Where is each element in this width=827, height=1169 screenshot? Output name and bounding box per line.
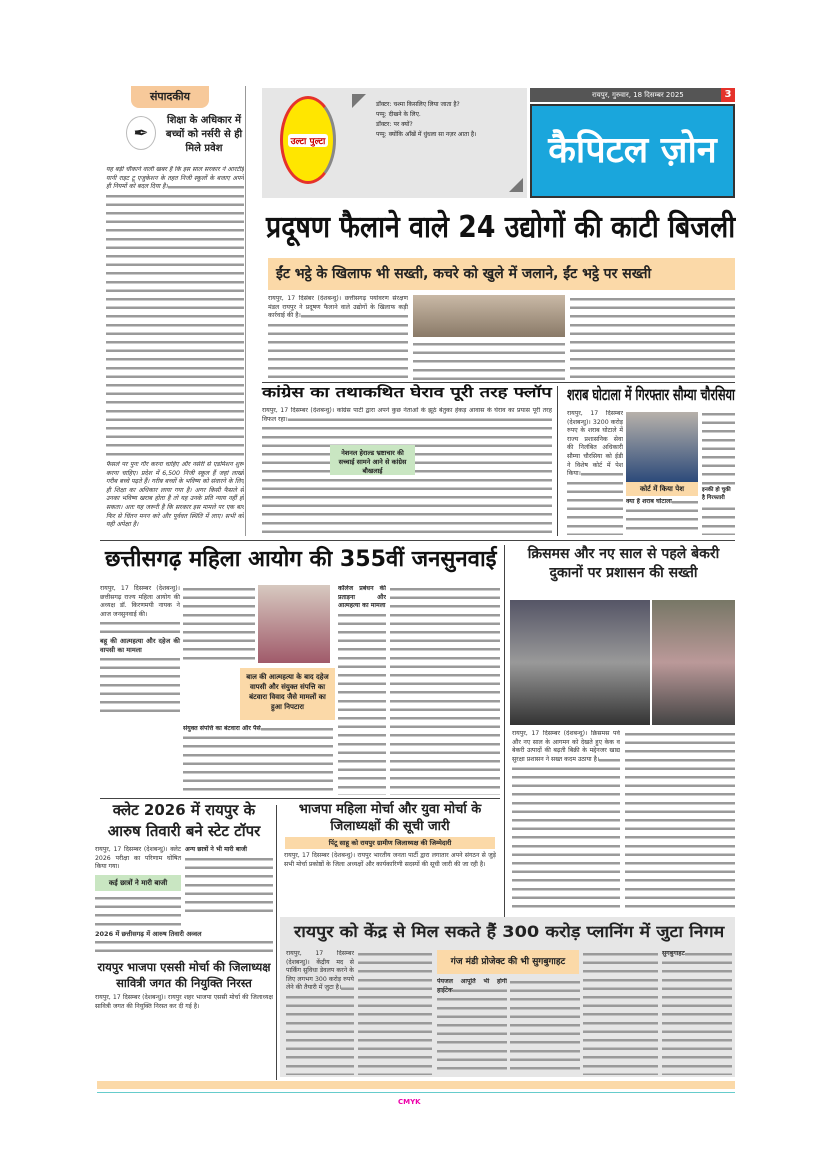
corner-triangle-top <box>352 94 366 108</box>
cmyk-mark: CMYK <box>398 1098 421 1106</box>
ulta-pulta-logo: उल्टा पुल्टा <box>280 96 336 184</box>
court-caption: कोर्ट में किया पेश <box>626 482 698 496</box>
bakery-photo-2 <box>652 600 735 725</box>
section-banner <box>530 104 735 198</box>
congress-lead: रायपुर, 17 दिसम्बर (देशबन्धु)। कांग्रेस पार्टी द्वारा अपने कुछ नेताओं के झूठे बेतुका हेकड़ आवास के घेराव का प्रयास पूरी तरह विफल रहा। <box>262 407 552 423</box>
bjp-morcha-article <box>280 801 500 869</box>
headline-sc-morcha: रायपुर भाजपा एससी मोर्चा की जिलाध्यक्ष सावित्री जगत की नियुक्ति निरस्त <box>97 960 271 991</box>
power-line-photo <box>413 295 565 337</box>
headline-bakery: क्रिसमस और नए साल से पहले बेकरी दुकानों पर प्रशासन की सख्ती <box>527 546 720 581</box>
headline-women-commission: छत्तीसगढ़ महिला आयोग की 355वीं जनसुनवाई <box>105 547 497 572</box>
pollution-lead: रायपुर, 17 दिसंबर (देशबन्धु)। छत्तीसगढ़ पर्यावरण संरक्षण मंडल रायपुर ने प्रदूषण फैलाने वाले उद्योगों के खिलाफ कड़ी कार्रवाई की है। <box>268 295 408 320</box>
editorial-tab: संपादकीय <box>131 86 209 108</box>
headline-liquor-scam: शराब घोटाला में गिरफ्तार सौम्या चौरसिया <box>567 385 735 404</box>
bjp-lead: रायपुर, 17 दिसम्बर (देशबन्धु)। रायपुर भारतीय जनता पार्टी द्वारा लगातार अपने संगठन से जुड़े सभी मोर्चा प्रकोष्ठों के जिला अध्यक्षों और कार्यकारिणी सदस्यों की सूची जारी की जा रही है। <box>284 852 496 868</box>
commission-callout: बाल की आत्महत्या के बाद दहेज वापसी और संयुक्त संपत्ति का बंटवारा विवाद जैसे मामलों का हुआ निपटारा <box>240 668 335 720</box>
editorial-lead: यह बड़ी चौंकाने वाली खबर है कि इस साल सरकार ने आरटीई यानी राइट टू एजुकेशन के तहत निजी स्कूलों के बजाए अपने ही नियमों को बदल दिया है। <box>106 166 244 191</box>
sc-morcha-lead: रायपुर, 17 दिसम्बर (देशबन्धु)। रायपुर शहर भाजपा एससी मोर्चा की जिलाध्यक्ष सावित्री जगत की नियुक्ति निरस्त कर दी गई है। <box>95 994 273 1010</box>
clat-lead: रायपुर, 17 दिसम्बर (देशबन्धु)। क्लेट 2026 परीक्षा का परिणाम घोषित किया गया। <box>95 846 181 871</box>
bjp-subhead-band: पिंटू साहू को रायपुर ग्रामीण जिलाध्यक्ष की जिम्मेदारी <box>285 837 495 849</box>
headline-bjp-morcha: भाजपा महिला मोर्चा और युवा मोर्चा के जिलाध्यक्षों की सूची जारी <box>298 802 482 834</box>
editorial-column <box>104 86 246 536</box>
corner-triangle-bottom <box>509 178 523 192</box>
headline-congress: कांग्रेस का तथाकथित घेराव पूरी तरह फ्लॉप <box>262 385 552 401</box>
clat-column <box>95 800 273 1012</box>
clat-subhead-2: 2026 में छत्तीसगढ़ में आरुष तिवारी अव्वल <box>95 930 273 939</box>
planning-subhead-2: सुगबुगाहट <box>662 950 685 957</box>
commission-photo <box>258 585 330 663</box>
quip-text: डॉक्टर: चश्मा किसलिए लिया जाता है? पप्पू: दीखने के लिए. डॉक्टर: पर क्यों? पप्पू: क्योंकि आँखें में धुंधला सा नज़र आता है। <box>376 101 477 138</box>
commission-col-1 <box>100 585 180 715</box>
congress-callout: नेशनल हेराल्ड भ्रष्टाचार की सच्चाई सामने आने से कांग्रेस बौखलाई <box>330 445 415 475</box>
footer-band <box>97 1081 735 1089</box>
editorial-pen-icon: ✒ <box>126 116 156 150</box>
edition-date: रायपुर, गुरुवार, 18 दिसम्बर 2025 <box>592 91 684 99</box>
headline-planning: रायपुर को केंद्र से मिल सकते हैं 300 करोड़ प्लानिंग में जुटा निगम <box>294 922 725 941</box>
editorial-ending: फैसले पर पुनः गौर करना चाहिए और नर्सरी से एडमिशन शुरू करना चाहिए। प्रदेश में 6,500 निजी स्कूल हैं जहां लाखों गरीब बच्चे पढ़ते हैं। गरीब बच्चों के भविष्य को संवारने के लिए ही शिक्षा का अधिकार लाया गया है। अगर किसी फैसले से उनका भविष्य खराब होता है तो यह उनके प्रति न्याय नहीं हो सकता। अतः यह जरूरी है कि सरकार इस मामले पर एक बार फिर से चिंतन मनन करे और पूर्ववत स्थिति में लाए। सभी को यही अपेक्षा है। <box>106 461 244 529</box>
commission-subhead-3: कॉलेज प्रबंधन की प्रताड़ना और आत्महत्या का मामला <box>338 585 386 610</box>
commission-lead: रायपुर, 17 दिसम्बर (देशबन्धु)। छत्तीसगढ़ राज्य महिला आयोग की अध्यक्ष डॉ. किरणमयी नायक ने आज जनसुनवाई की। <box>100 585 180 618</box>
edition-strip <box>530 88 735 102</box>
bakery-photo-1 <box>510 600 650 725</box>
liquor-subhead-what: क्या है शराब घोटाला <box>626 498 672 505</box>
headline-clat: क्लेट 2026 में रायपुर के आरुष तिवारी बने स्टेट टॉपर <box>107 801 261 840</box>
planning-lead: रायपुर, 17 दिसम्बर (देशबन्धु)। केंद्रीय मद से पार्किंग सुविधा डेवलप करने के लिए लगभग 300 करोड़ रुपये लेने की तैयारी में जुटा है। <box>286 950 354 992</box>
section-title: कैपिटल ज़ोन <box>548 130 717 171</box>
editorial-title: शिक्षा के अधिकार में बच्चों को नर्सरी से ही मिले प्रवेश <box>165 115 243 154</box>
commission-subhead-1: बहू की आत्महत्या और दहेज की वापसी का मामला <box>100 637 180 654</box>
page-number: 3 <box>721 88 735 102</box>
masthead-quip-box <box>262 88 527 198</box>
liquor-lead: रायपुर, 17 दिसम्बर (देशबन्धु)। 3200 करोड़ रुपए के शराब घोटाले में राज्य प्रशासनिक सेवा की निलंबित अधिकारी सौम्या चौरसिया को ईडी ने विशेष कोर्ट में पेश किया। <box>567 410 623 478</box>
headline-pollution: प्रदूषण फैलाने वाले 24 उद्योगों की काटी बिजली <box>266 210 736 245</box>
soumya-photo <box>626 412 698 482</box>
commission-subhead-2: संयुक्त संपत्ति का बंटवारा और पैसे <box>183 725 261 732</box>
subhead-band: ईंट भट्ठे के खिलाफ भी सख्ती, कचरे को खुले में जलाने, ईंट भट्ठे पर सख्ती <box>268 258 735 290</box>
clat-subhead: अन्य छात्रों ने भी मारी बाजी <box>185 846 273 855</box>
ganj-mandi-callout: गंज मंडी प्रोजेक्ट की भी सुगबुगाहट <box>437 950 579 974</box>
planning-subhead: पेयजल आपूर्ति भी होगी हाईटेक <box>437 978 507 994</box>
bakery-lead: रायपुर, 17 दिसम्बर (देशबन्धु)। क्रिसमस पर्व और नए साल के आगमन को देखते हुए केक व बेकरी उत्पादों की बढ़ती बिक्री के मद्देनजर खाद्य सुरक्षा प्रशासन ने सख्त कदम उठाया है। <box>512 730 620 763</box>
clat-callout: कई छात्रों ने मारी बाजी <box>95 875 181 891</box>
liquor-subhead-arrests: इनकी हो चुकी है गिरफ्तारी <box>702 486 735 502</box>
